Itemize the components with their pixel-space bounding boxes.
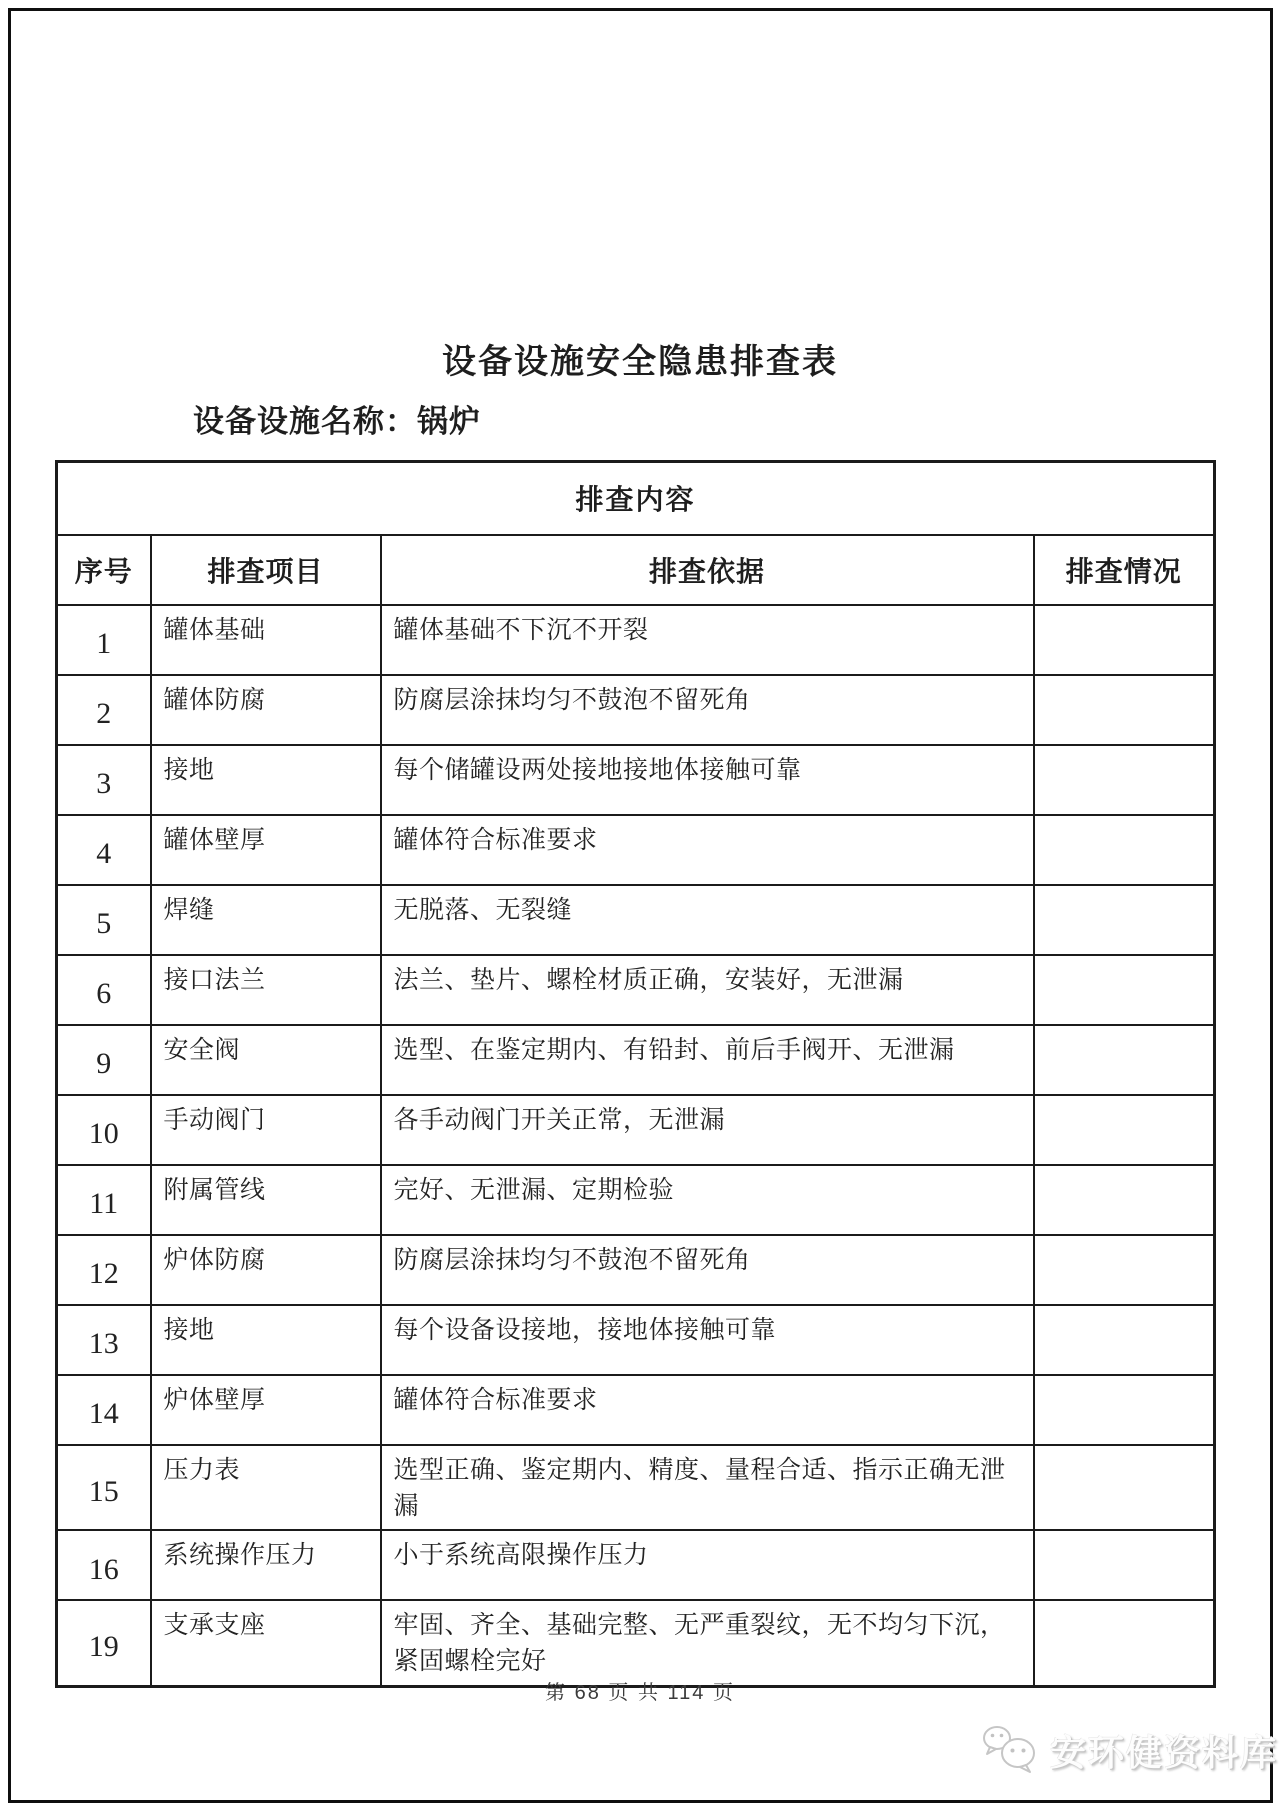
column-header-row <box>57 535 1215 605</box>
row-basis: 选型、在鉴定期内、有铅封、前后手阀开、无泄漏 <box>381 1025 1034 1095</box>
column-header-status: 排查情况 <box>1034 535 1215 605</box>
table-row <box>57 675 1215 745</box>
watermark <box>980 1722 1278 1778</box>
table-row <box>57 1445 1215 1531</box>
row-basis: 罐体基础不下沉不开裂 <box>381 605 1034 675</box>
row-item: 压力表 <box>151 1445 381 1531</box>
row-basis: 罐体符合标准要求 <box>381 1375 1034 1445</box>
merged-header-row <box>57 462 1215 535</box>
row-item: 罐体基础 <box>151 605 381 675</box>
column-header-item: 排查项目 <box>151 535 381 605</box>
row-item: 罐体壁厚 <box>151 815 381 885</box>
row-basis: 每个储罐设两处接地接地体接触可靠 <box>381 745 1034 815</box>
row-number: 10 <box>57 1095 151 1165</box>
row-number: 2 <box>57 675 151 745</box>
table-row <box>57 1305 1215 1375</box>
table-row <box>57 1375 1215 1445</box>
row-item: 附属管线 <box>151 1165 381 1235</box>
table-row <box>57 1600 1215 1686</box>
row-basis: 无脱落、无裂缝 <box>381 885 1034 955</box>
column-header-no: 序号 <box>57 535 151 605</box>
table-row <box>57 1235 1215 1305</box>
table-row <box>57 1165 1215 1235</box>
row-status-cell <box>1034 675 1215 745</box>
row-item: 安全阀 <box>151 1025 381 1095</box>
row-item: 接地 <box>151 1305 381 1375</box>
row-basis: 完好、无泄漏、定期检验 <box>381 1165 1034 1235</box>
row-item: 炉体防腐 <box>151 1235 381 1305</box>
row-status-cell <box>1034 1530 1215 1600</box>
equipment-name-line <box>193 396 481 441</box>
row-number: 5 <box>57 885 151 955</box>
table-row <box>57 1530 1215 1600</box>
row-number: 3 <box>57 745 151 815</box>
row-basis: 法兰、垫片、螺栓材质正确，安装好，无泄漏 <box>381 955 1034 1025</box>
row-number: 12 <box>57 1235 151 1305</box>
row-status-cell <box>1034 1445 1215 1531</box>
inspection-table-body <box>57 605 1215 1687</box>
watermark-text: 安环健资料库 <box>1050 1732 1279 1773</box>
row-status-cell <box>1034 955 1215 1025</box>
row-basis: 防腐层涂抹均匀不鼓泡不留死角 <box>381 1235 1034 1305</box>
row-status-cell <box>1034 1165 1215 1235</box>
row-basis: 各手动阀门开关正常，无泄漏 <box>381 1095 1034 1165</box>
row-status-cell <box>1034 1235 1215 1305</box>
table-row <box>57 815 1215 885</box>
row-basis: 每个设备设接地，接地体接触可靠 <box>381 1305 1034 1375</box>
table-row <box>57 745 1215 815</box>
row-status-cell <box>1034 745 1215 815</box>
row-status-cell <box>1034 815 1215 885</box>
row-status-cell <box>1034 1025 1215 1095</box>
row-status-cell <box>1034 885 1215 955</box>
row-number: 19 <box>57 1600 151 1686</box>
row-item: 系统操作压力 <box>151 1530 381 1600</box>
row-number: 9 <box>57 1025 151 1095</box>
row-item: 支承支座 <box>151 1600 381 1686</box>
wechat-bubbles-icon <box>980 1723 1042 1777</box>
document-title: 设备设施安全隐患排查表 <box>442 344 838 381</box>
row-number: 1 <box>57 605 151 675</box>
row-basis: 罐体符合标准要求 <box>381 815 1034 885</box>
row-number: 11 <box>57 1165 151 1235</box>
row-number: 16 <box>57 1530 151 1600</box>
table-row <box>57 1025 1215 1095</box>
row-number: 6 <box>57 955 151 1025</box>
table-row <box>57 885 1215 955</box>
row-item: 焊缝 <box>151 885 381 955</box>
row-basis: 选型正确、鉴定期内、精度、量程合适、指示正确无泄漏 <box>381 1445 1034 1531</box>
table-merged-header: 排查内容 <box>57 462 1215 535</box>
row-number: 4 <box>57 815 151 885</box>
row-status-cell <box>1034 605 1215 675</box>
row-basis: 防腐层涂抹均匀不鼓泡不留死角 <box>381 675 1034 745</box>
row-item: 接口法兰 <box>151 955 381 1025</box>
row-number: 14 <box>57 1375 151 1445</box>
inspection-table <box>55 460 1216 1688</box>
row-item: 罐体防腐 <box>151 675 381 745</box>
equipment-name-value: 锅炉 <box>417 404 481 439</box>
row-number: 13 <box>57 1305 151 1375</box>
row-status-cell <box>1034 1375 1215 1445</box>
row-basis: 牢固、齐全、基础完整、无严重裂纹，无不均匀下沉，紧固螺栓完好 <box>381 1600 1034 1686</box>
row-status-cell <box>1034 1600 1215 1686</box>
equipment-name-label: 设备设施名称： <box>193 404 417 439</box>
table-row <box>57 1095 1215 1165</box>
table-row <box>57 605 1215 675</box>
page-footer: 第 68 页 共 114 页 <box>545 1682 735 1704</box>
row-item: 手动阀门 <box>151 1095 381 1165</box>
row-number: 15 <box>57 1445 151 1531</box>
table-row <box>57 955 1215 1025</box>
row-status-cell <box>1034 1305 1215 1375</box>
column-header-basis: 排查依据 <box>381 535 1034 605</box>
row-status-cell <box>1034 1095 1215 1165</box>
row-basis: 小于系统高限操作压力 <box>381 1530 1034 1600</box>
row-item: 接地 <box>151 745 381 815</box>
row-item: 炉体壁厚 <box>151 1375 381 1445</box>
